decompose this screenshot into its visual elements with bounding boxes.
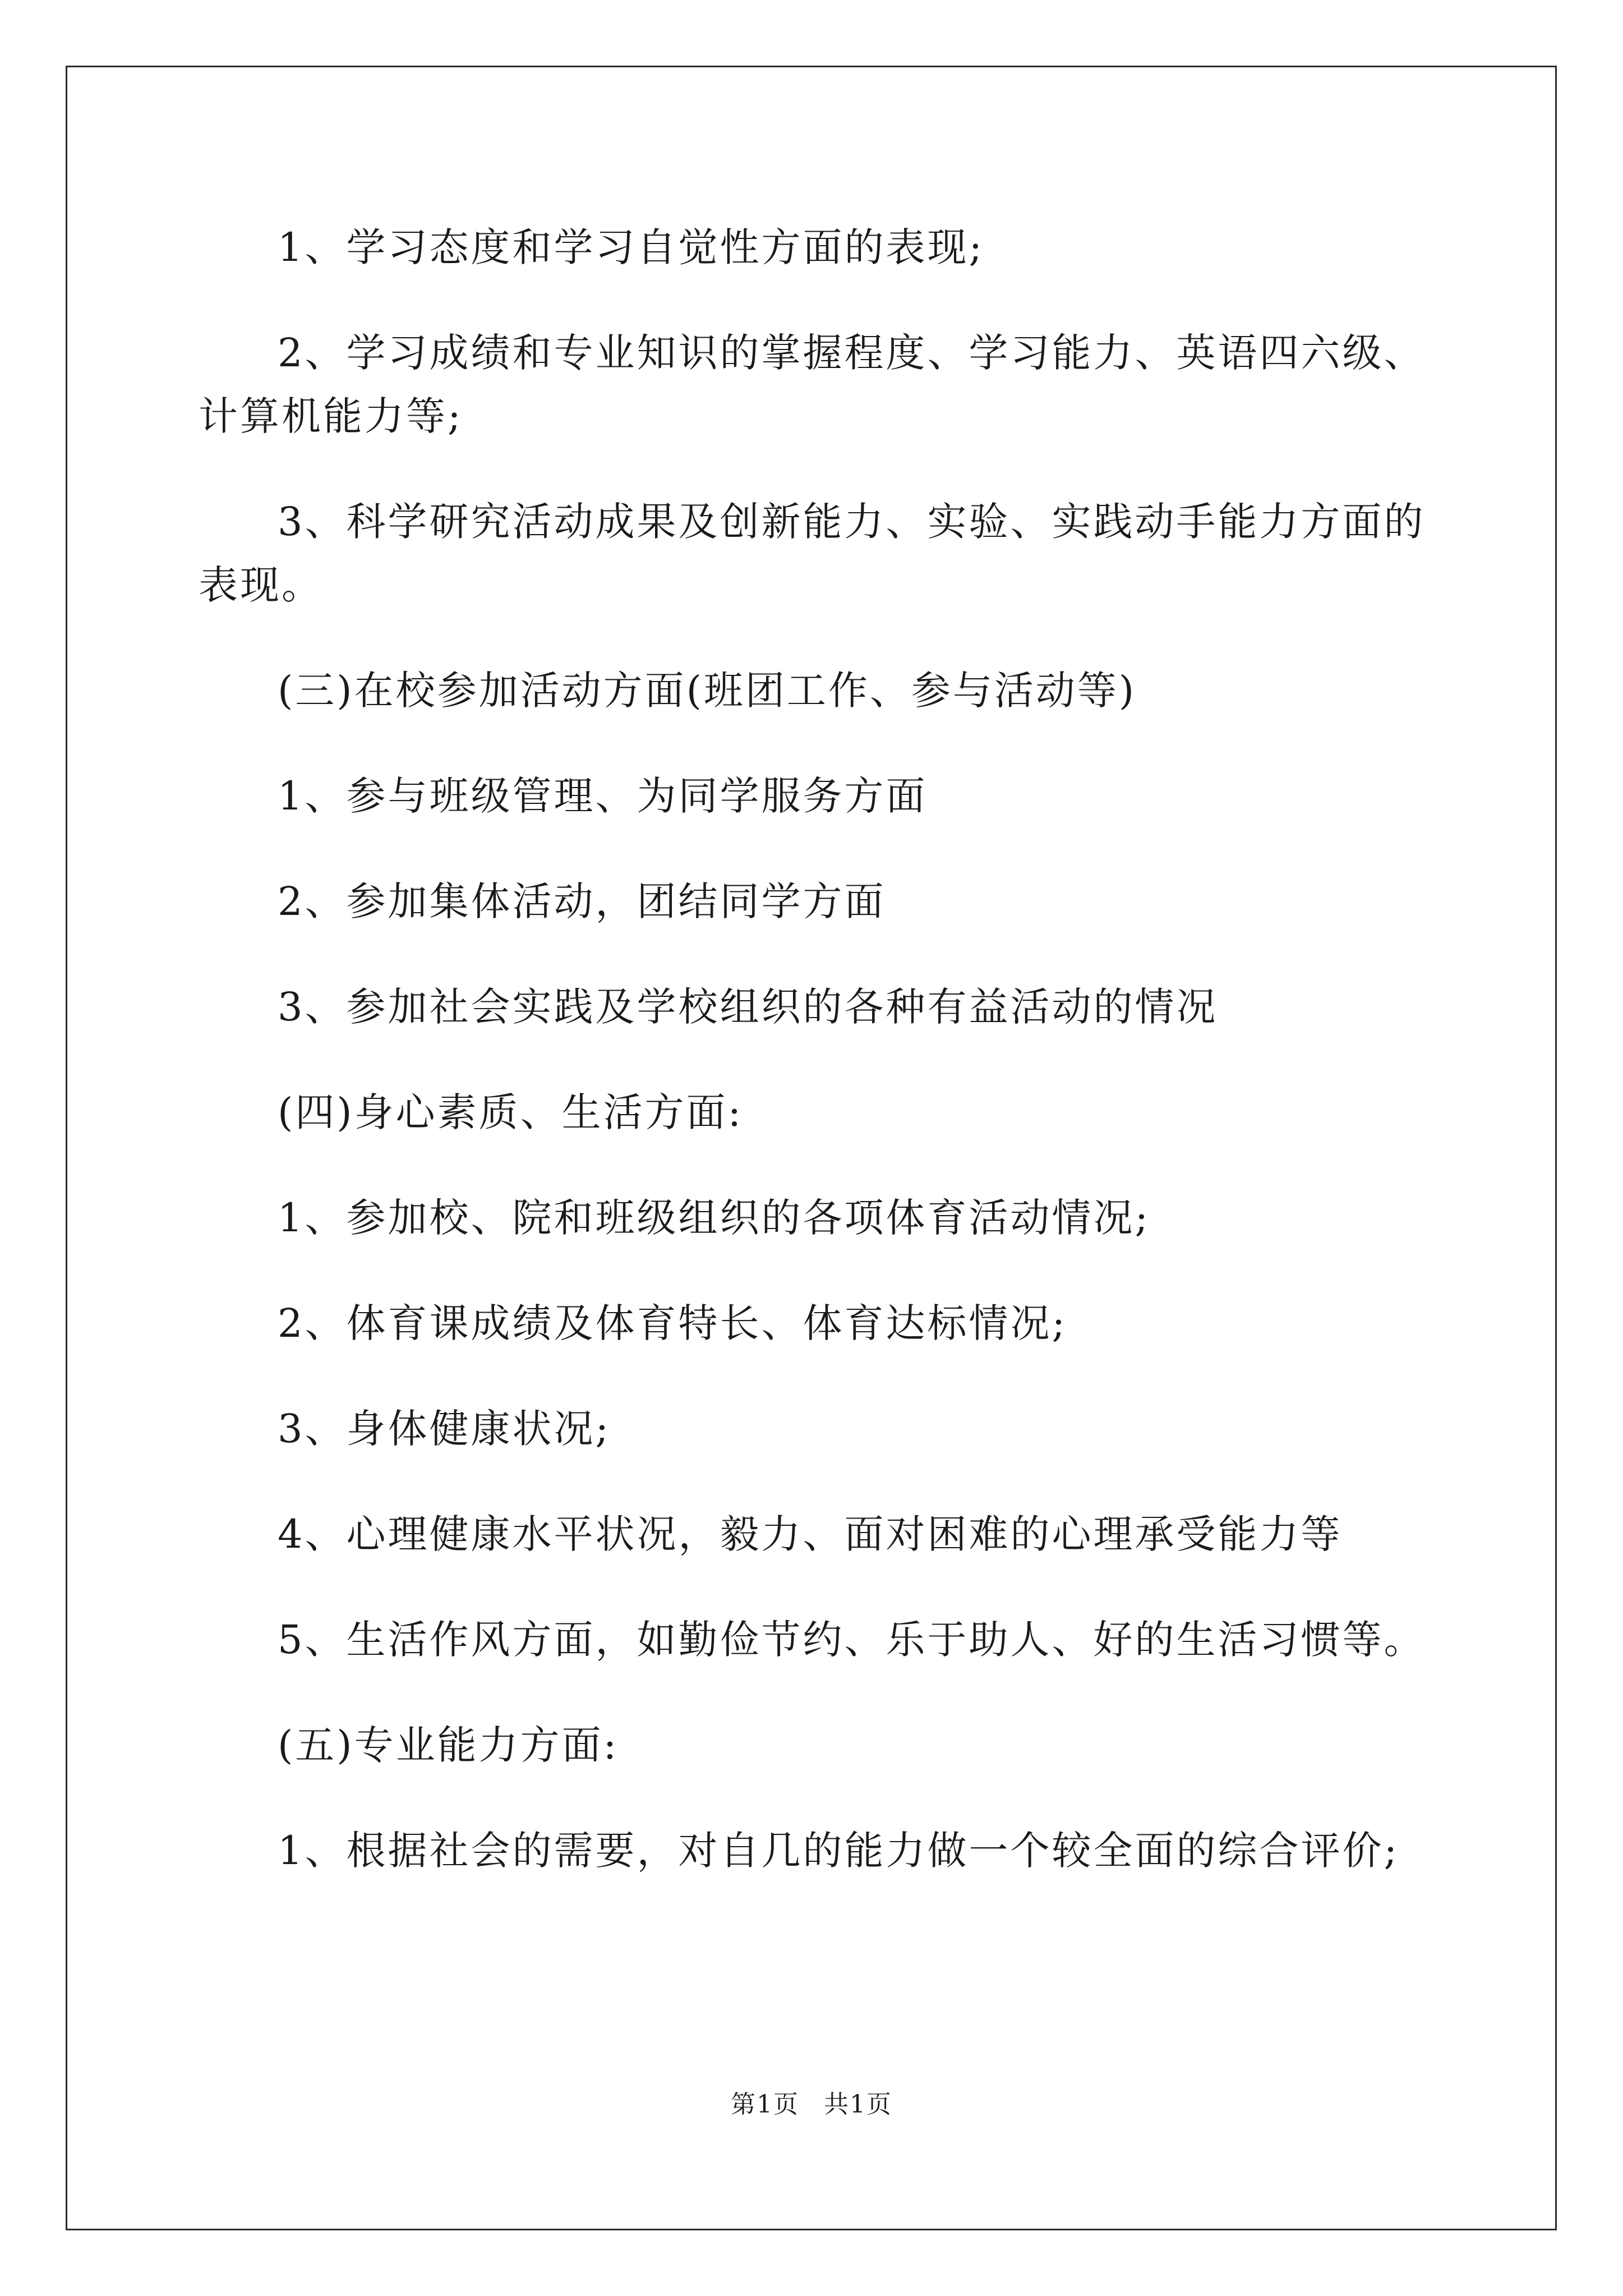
paragraph: 5、生活作风方面，如勤俭节约、乐于助人、好的生活习惯等。 xyxy=(278,1617,1426,1663)
paragraph: 2、参加集体活动，团结同学方面 xyxy=(278,878,886,924)
paragraph: 1、参加校、院和班级组织的各项体育活动情况; xyxy=(278,1195,1151,1241)
section-heading: (四)身心素质、生活方面: xyxy=(278,1089,744,1135)
paragraph: 1、根据社会的需要，对自几的能力做一个较全面的综合评价; xyxy=(278,1828,1400,1874)
paragraph: 1、学习态度和学习自觉性方面的表现; xyxy=(278,224,985,270)
page-total: 共1页 xyxy=(824,2090,892,2119)
page-footer xyxy=(0,2084,1623,2120)
section-heading: (五)专业能力方面: xyxy=(278,1722,619,1768)
paragraph: 2、学习成绩和专业知识的掌握程度、学习能力、英语四六级、计算机能力等; xyxy=(199,330,1426,439)
paragraph: 3、身体健康状况; xyxy=(278,1406,611,1452)
page-number: 第1页 xyxy=(731,2090,799,2119)
paragraph: 3、参加社会实践及学校组织的各种有益活动的情况 xyxy=(278,984,1218,1030)
paragraph: 3、科学研究活动成果及创新能力、实验、实践动手能力方面的表现。 xyxy=(199,499,1426,608)
paragraph: 1、参与班级管理、为同学服务方面 xyxy=(278,773,928,819)
document-body xyxy=(199,216,1449,1925)
section-heading: (三)在校参加活动方面(班团工作、参与活动等) xyxy=(278,668,1137,714)
paragraph: 4、心理健康水平状况，毅力、面对困难的心理承受能力等 xyxy=(278,1511,1343,1557)
paragraph: 2、体育课成绩及体育特长、体育达标情况; xyxy=(278,1300,1068,1346)
